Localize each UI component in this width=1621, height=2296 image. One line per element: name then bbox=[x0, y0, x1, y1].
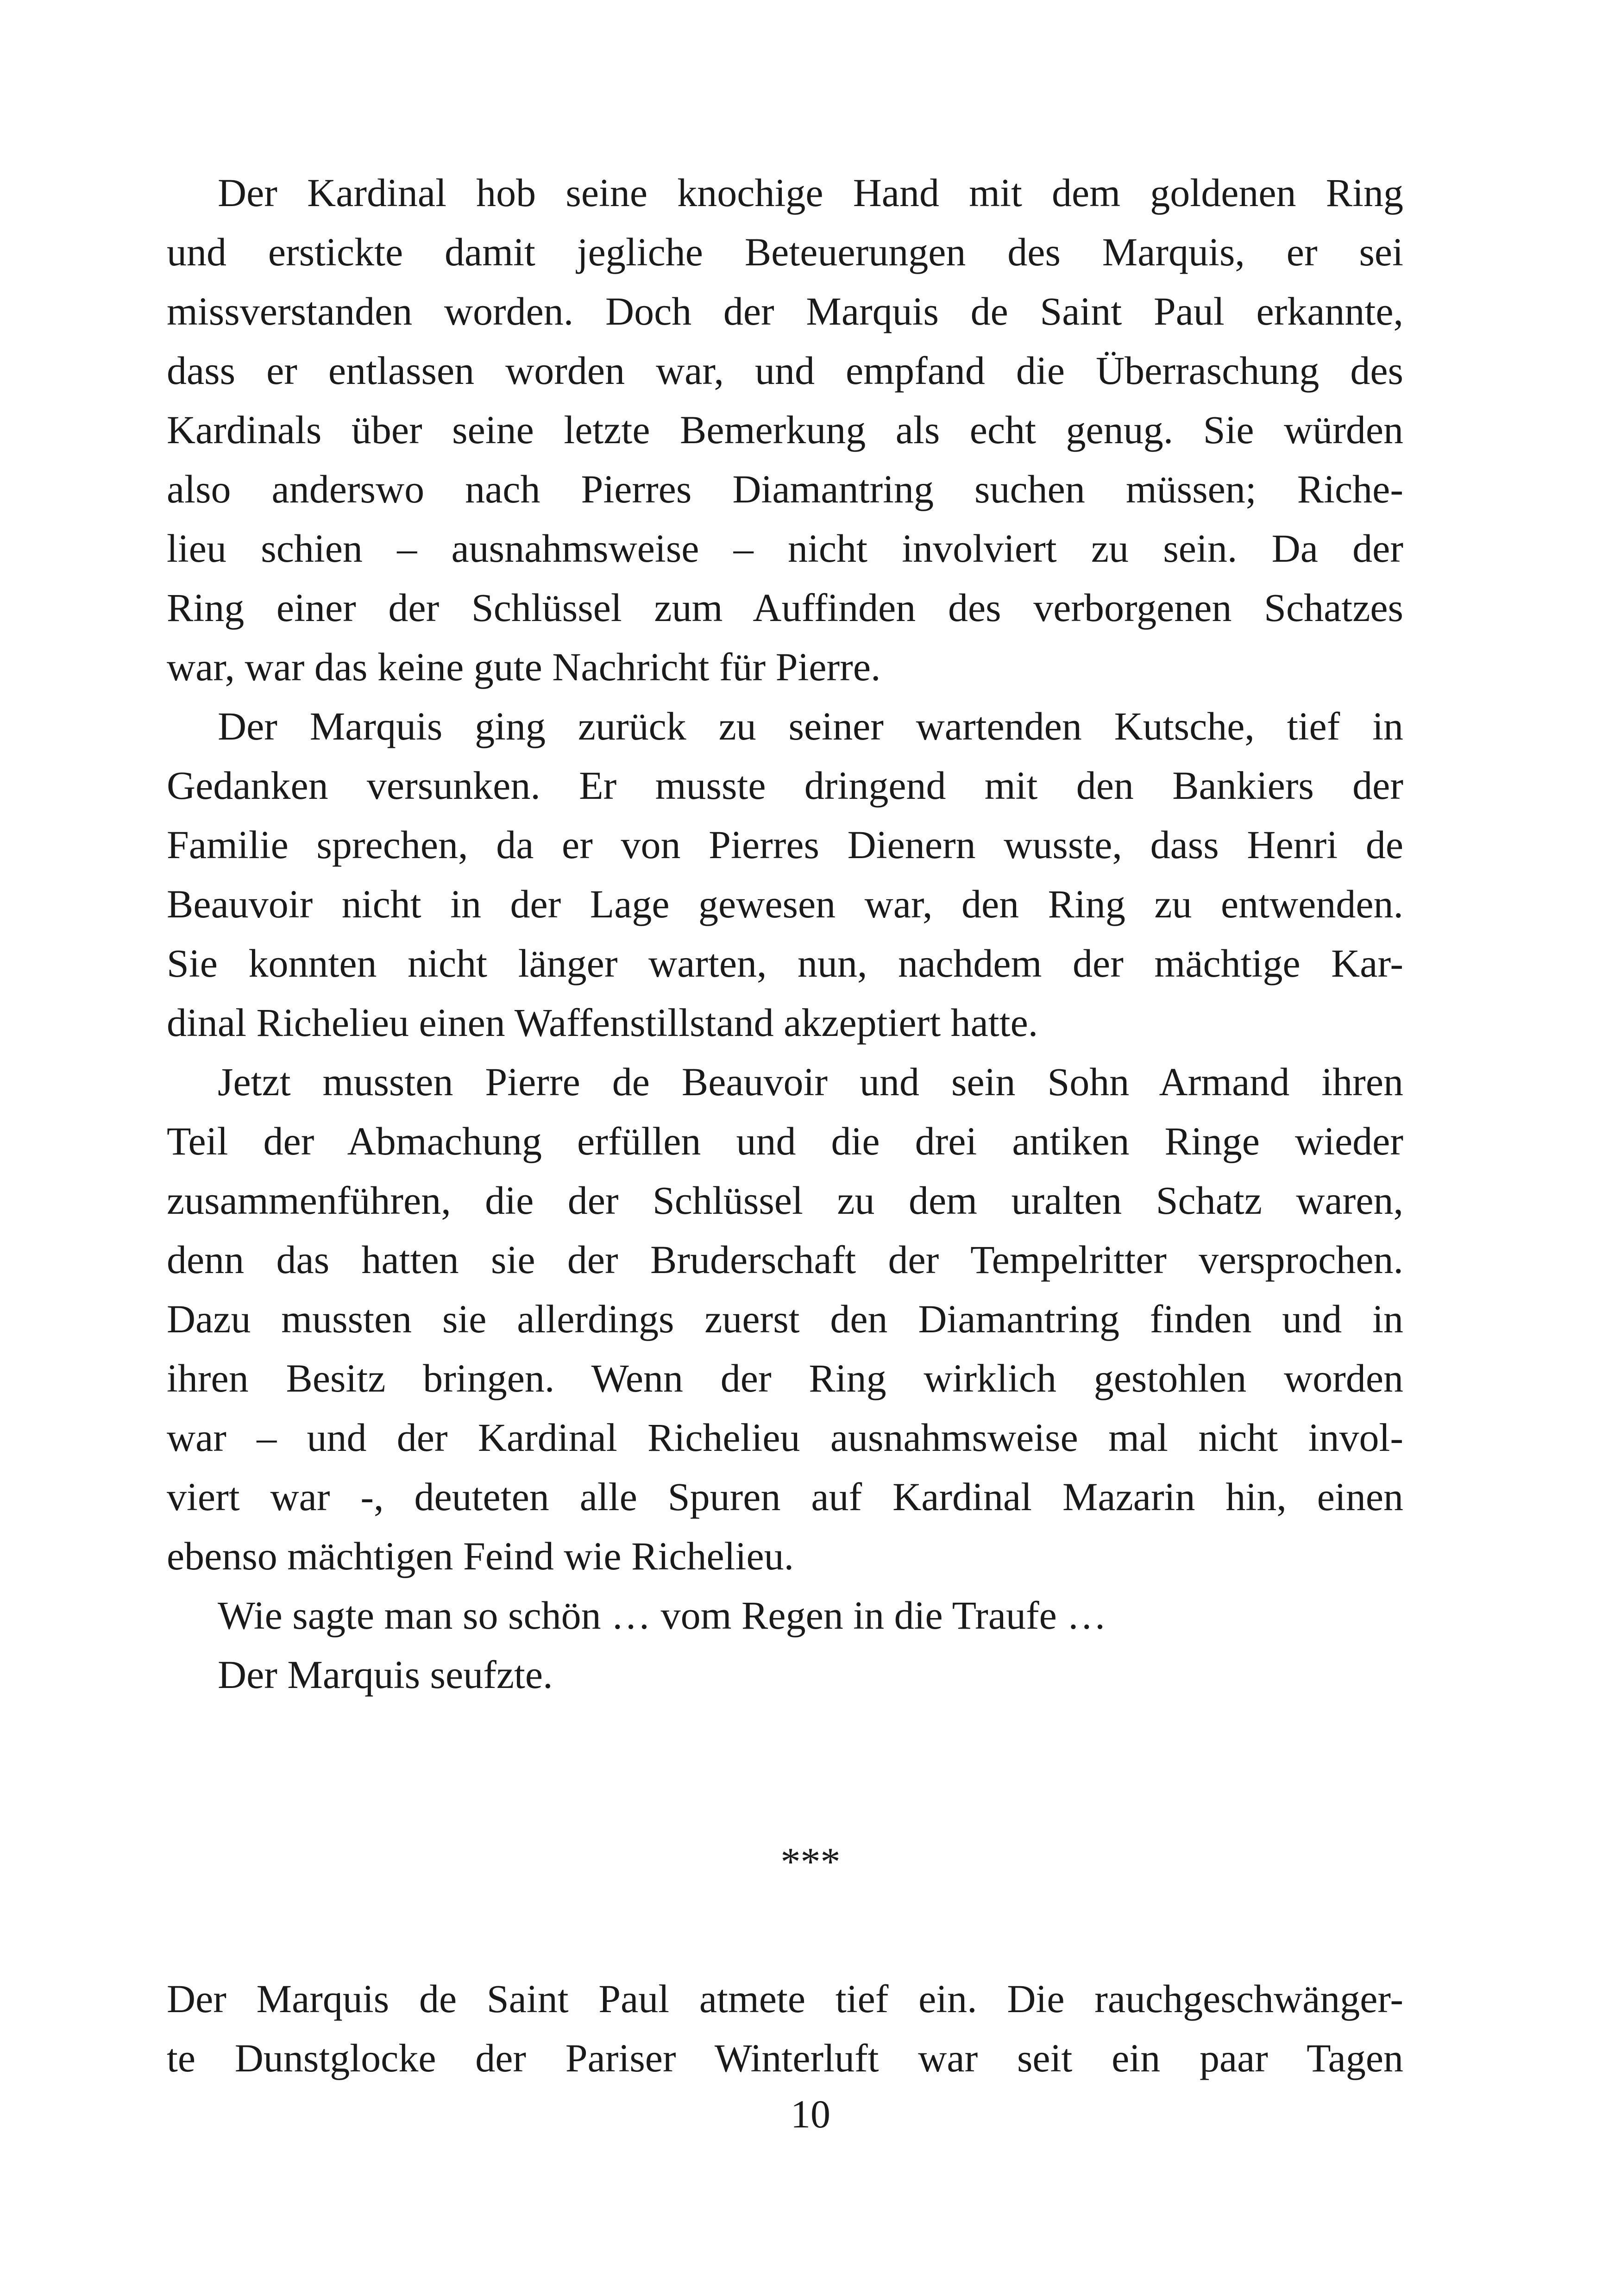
text-line: Der Marquis de Saint Paul atmete tief ein. Die rauchgeschwänger- bbox=[167, 1976, 1403, 2021]
paragraph-2 bbox=[167, 696, 1403, 1052]
text-line: also anderswo nach Pierres Diamantring suchen müssen; Riche- bbox=[167, 467, 1403, 511]
text-line: Jetzt mussten Pierre de Beauvoir und sein Sohn Armand ihren bbox=[218, 1060, 1403, 1104]
text-line: Teil der Abmachung erfüllen und die drei antiken Ringe wieder bbox=[167, 1119, 1403, 1163]
text-line: Ring einer der Schlüssel zum Auffinden des verborgenen Schatzes bbox=[167, 585, 1403, 630]
text-line: Der Marquis seufzte. bbox=[218, 1652, 553, 1697]
text-line: Dazu mussten sie allerdings zuerst den Diamantring finden und in bbox=[167, 1297, 1403, 1341]
text-line: war – und der Kardinal Richelieu ausnahmsweise mal nicht invol- bbox=[167, 1415, 1403, 1460]
paragraph-4 bbox=[167, 1586, 1403, 1645]
section-separator: *** bbox=[780, 1839, 841, 1884]
text-line: Wie sagte man so schön … vom Regen in die Traufe … bbox=[218, 1593, 1107, 1637]
text-line: dass er entlassen worden war, und empfand die Überraschung des bbox=[167, 348, 1403, 393]
paragraph-1 bbox=[167, 163, 1403, 696]
text-line: Der Marquis ging zurück zu seiner wartenden Kutsche, tief in bbox=[218, 704, 1403, 748]
text-line: Familie sprechen, da er von Pierres Dienern wusste, dass Henri de bbox=[167, 822, 1403, 867]
text-line: Der Kardinal hob seine knochige Hand mit dem goldenen Ring bbox=[218, 170, 1403, 215]
text-line: missverstanden worden. Doch der Marquis de Saint Paul erkannte, bbox=[167, 289, 1403, 333]
text-line: Gedanken versunken. Er musste dringend mit den Bankiers der bbox=[167, 763, 1403, 808]
text-line: und erstickte damit jegliche Beteuerungen des Marquis, er sei bbox=[167, 230, 1403, 274]
text-line: war, war das keine gute Nachricht für Pierre. bbox=[167, 645, 881, 689]
text-line: lieu schien – ausnahmsweise – nicht involviert zu sein. Da der bbox=[167, 526, 1403, 571]
text-line: Kardinals über seine letzte Bemerkung als echt genug. Sie würden bbox=[167, 408, 1403, 452]
text-line: denn das hatten sie der Bruderschaft der Tempelritter versprochen. bbox=[167, 1237, 1403, 1282]
text-line: ebenso mächtigen Feind wie Richelieu. bbox=[167, 1534, 794, 1578]
paragraph-6 bbox=[167, 1969, 1403, 2088]
text-line: Beauvoir nicht in der Lage gewesen war, den Ring zu entwenden. bbox=[167, 882, 1403, 926]
text-line: Sie konnten nicht länger warten, nun, nachdem der mächtige Kar- bbox=[167, 941, 1403, 985]
text-line: ihren Besitz bringen. Wenn der Ring wirklich gestohlen worden bbox=[167, 1356, 1403, 1400]
text-line: zusammenführen, die der Schlüssel zu dem uralten Schatz waren, bbox=[167, 1178, 1403, 1223]
page-number: 10 bbox=[791, 2092, 830, 2136]
paragraph-3 bbox=[167, 1052, 1403, 1586]
paragraph-5 bbox=[167, 1645, 1403, 1704]
text-line: dinal Richelieu einen Waffenstillstand akzeptiert hatte. bbox=[167, 1000, 1038, 1045]
text-line: viert war -, deuteten alle Spuren auf Kardinal Mazarin hin, einen bbox=[167, 1474, 1403, 1519]
text-line: te Dunstglocke der Pariser Winterluft war seit ein paar Tagen bbox=[167, 2036, 1403, 2080]
